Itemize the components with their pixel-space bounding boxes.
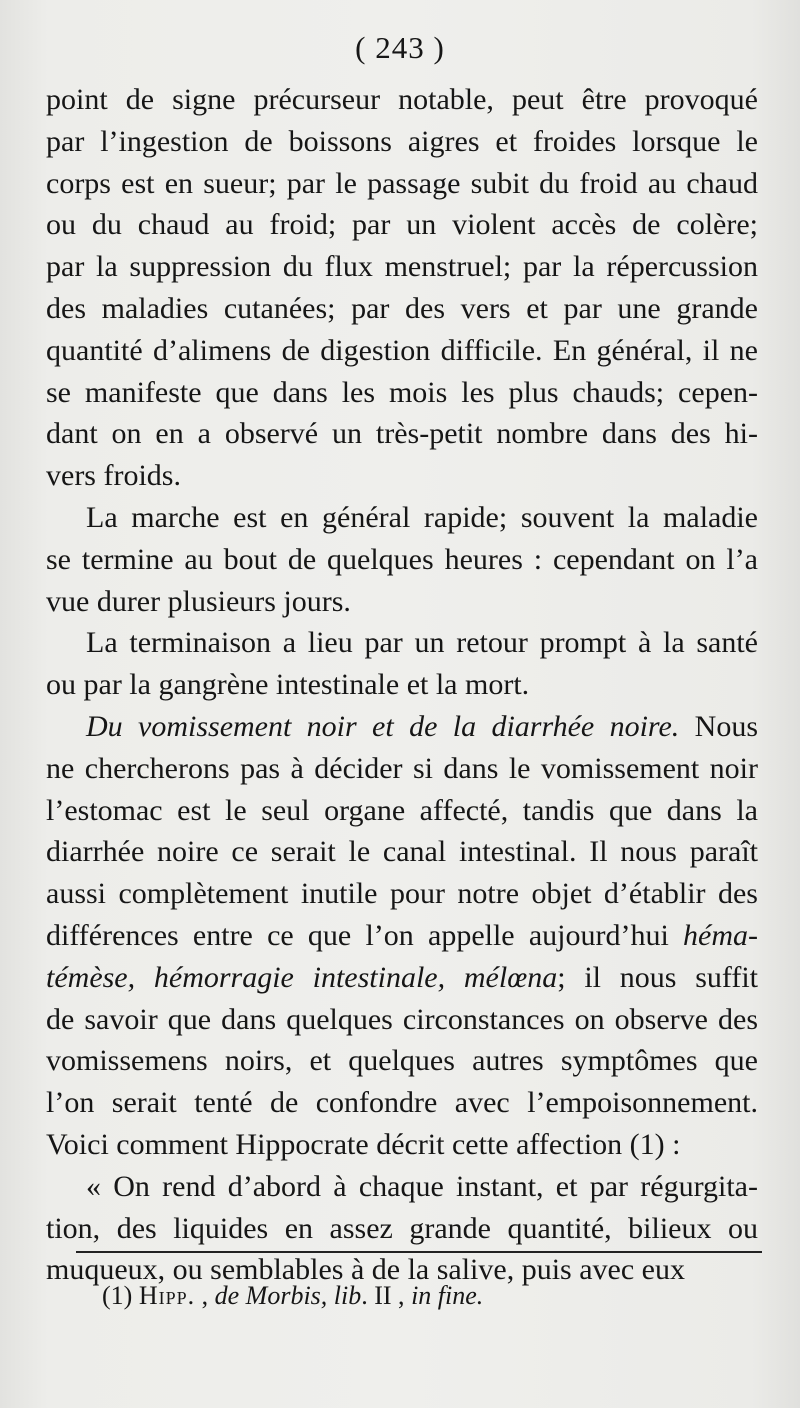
text-line	[46, 1208, 758, 1250]
text-segment: de savoir que dans quelques circonstances on observe des	[46, 1002, 758, 1036]
footnote-sep: ,	[195, 1281, 215, 1310]
text-segment: « On rend d’abord à chaque instant, et par régurgita-	[86, 1169, 758, 1203]
text-segment: quantité d’alimens de digestion difficile. En général, il ne	[46, 333, 758, 367]
text-segment: par l’ingestion de boissons aigres et froides lorsque le	[46, 124, 758, 158]
text-segment: des maladies cutanées; par des vers et par une grande	[46, 291, 758, 325]
text-line	[46, 1166, 758, 1208]
text-line	[46, 706, 758, 748]
text-segment: point de signe précurseur notable, peut être provoqué	[46, 83, 758, 116]
text-line	[46, 455, 758, 497]
text-segment: vomissemens noirs, et quelques autres symptômes que	[46, 1044, 758, 1078]
text-segment: vue durer plusieurs jours.	[46, 584, 351, 618]
footnote	[102, 1281, 483, 1311]
footnote-marker: (1)	[102, 1281, 139, 1310]
text-line	[46, 664, 758, 706]
italic-segment: Du vomissement noir et de la diarrhée noire.	[86, 709, 680, 743]
text-segment: l’estomac est le seul organe affecté, tandis que dans la	[46, 793, 758, 827]
text-line	[46, 1082, 758, 1124]
text-line	[46, 831, 758, 873]
text-line	[46, 748, 758, 790]
text-line	[46, 163, 758, 205]
text-line	[46, 246, 758, 288]
body-text	[46, 79, 758, 1291]
text-segment: par la suppression du flux menstruel; par la répercussion	[46, 250, 758, 284]
text-segment: ou du chaud au froid; par un violent accès de colère;	[46, 208, 758, 242]
text-segment: Nous	[679, 709, 758, 743]
text-segment: vers froids.	[46, 459, 181, 493]
footnote-work: de Morbis, lib	[214, 1281, 362, 1310]
text-segment: diarrhée noire ce serait le canal intestinal. Il nous paraît	[46, 835, 758, 869]
text-segment: aussi complètement inutile pour notre objet d’établir des	[46, 877, 758, 911]
text-segment: l’on serait tenté de confondre avec l’empoisonnement.	[46, 1086, 758, 1120]
footnote-author: Hipp.	[138, 1281, 196, 1310]
text-segment: ; il nous suffit	[557, 960, 758, 994]
text-line	[46, 497, 758, 539]
page-number: ( 243 )	[355, 30, 445, 65]
text-line	[46, 790, 758, 832]
text-line	[46, 121, 758, 163]
text-line	[46, 581, 758, 623]
text-line	[46, 372, 758, 414]
text-segment: La marche est en général rapide; souvent la maladie	[86, 500, 758, 534]
text-line	[46, 413, 758, 455]
text-line	[46, 1040, 758, 1082]
text-line	[46, 330, 758, 372]
text-line	[46, 539, 758, 581]
footnote-rule	[76, 1251, 762, 1253]
text-line	[46, 79, 758, 121]
text-line	[46, 1124, 758, 1166]
text-line	[46, 873, 758, 915]
footnote-book: . II ,	[361, 1281, 412, 1310]
text-segment: différences entre ce que l’on appelle aujourd’hui	[46, 918, 684, 952]
text-line	[46, 915, 758, 957]
text-line	[46, 204, 758, 246]
text-segment: La terminaison a lieu par un retour prompt à la santé	[86, 626, 758, 660]
footnote-locus: in fine.	[411, 1281, 484, 1310]
text-segment: ou par la gangrène intestinale et la mort.	[46, 668, 530, 702]
text-line	[46, 957, 758, 999]
text-line	[46, 288, 758, 330]
text-segment: dant on en a observé un très-petit nombre dans des hi-	[46, 417, 758, 451]
text-segment: Voici comment Hippocrate décrit cette affection (1) :	[46, 1127, 681, 1161]
text-segment: muqueux, ou semblables à de la salive, puis avec eux	[46, 1253, 685, 1287]
text-segment: se termine au bout de quelques heures : cependant on l’a	[46, 542, 758, 576]
text-line	[46, 999, 758, 1041]
italic-segment: héma-	[683, 918, 758, 952]
text-segment: corps est en sueur; par le passage subit du froid au chaud	[46, 166, 758, 200]
italic-segment: témèse, hémorragie intestinale, mélœna	[46, 960, 558, 994]
text-segment: ne chercherons pas à décider si dans le vomissement noir	[46, 751, 758, 785]
text-line	[46, 622, 758, 664]
text-segment: tion, des liquides en assez grande quantité, bilieux ou	[46, 1211, 758, 1245]
text-segment: se manifeste que dans les mois les plus chauds; cepen-	[46, 375, 758, 409]
